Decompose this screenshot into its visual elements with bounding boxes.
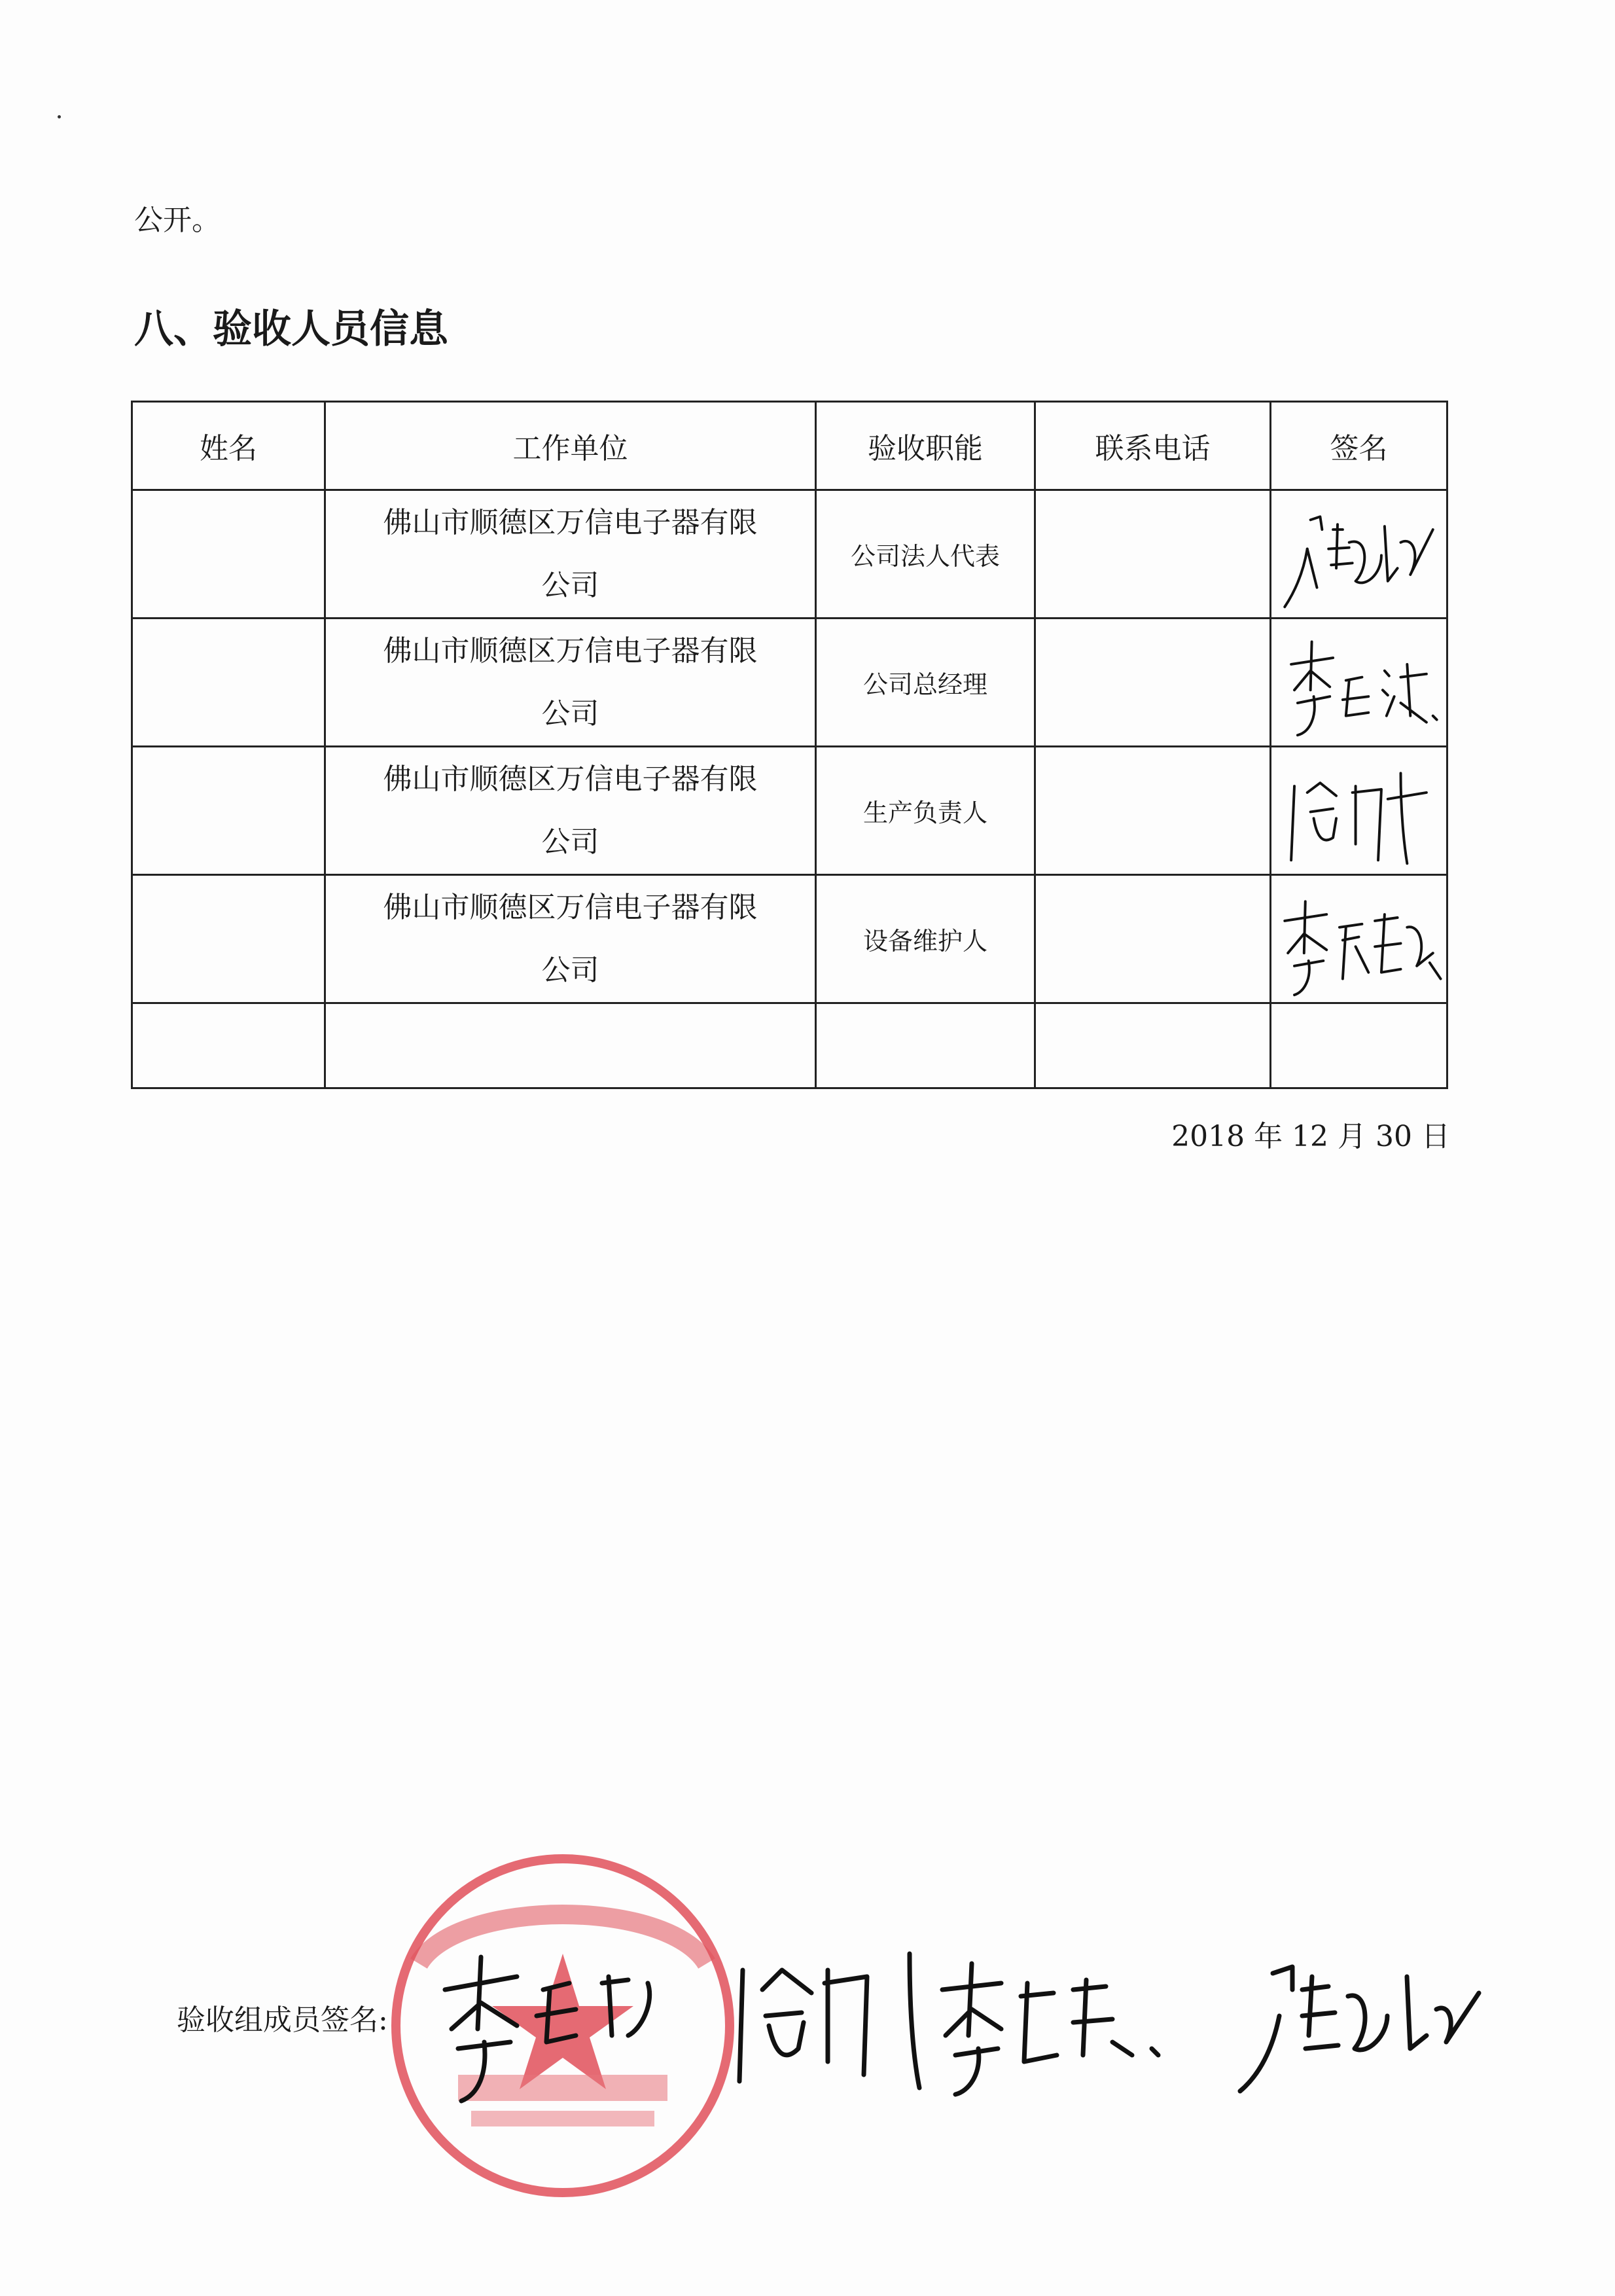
unit-line: 佛山市顺德区万信电子器有限 <box>383 762 758 796</box>
unit-line: 公司 <box>541 825 599 859</box>
document-date: 2018 年 12 月 30 日 <box>1171 1120 1450 1153</box>
header-name: 姓名 <box>132 402 325 490</box>
role-cell: 公司总经理 <box>816 619 1035 747</box>
unit-line: 公司 <box>541 953 599 987</box>
unit-line: 佛山市顺德区万信电子器有限 <box>383 634 758 668</box>
unit-line: 佛山市顺德区万信电子器有限 <box>383 890 758 924</box>
role-cell: 公司法人代表 <box>816 490 1035 619</box>
section-heading: 八、验收人员信息 <box>134 306 448 352</box>
role-cell: 生产负责人 <box>816 747 1035 875</box>
company-seal-stamp <box>396 1859 730 2193</box>
unit-line: 佛山市顺德区万信电子器有限 <box>383 505 758 539</box>
header-role: 验收职能 <box>816 402 1035 490</box>
lead-text: 公开。 <box>134 204 221 237</box>
header-phone: 联系电话 <box>1035 402 1271 490</box>
role-cell: 设备维护人 <box>816 875 1035 1003</box>
header-signature: 签名 <box>1271 402 1447 490</box>
header-unit: 工作单位 <box>325 402 816 490</box>
signatures-label: 验收组成员签名: <box>177 2003 388 2037</box>
unit-line: 公司 <box>541 568 599 602</box>
unit-line: 公司 <box>541 696 599 730</box>
